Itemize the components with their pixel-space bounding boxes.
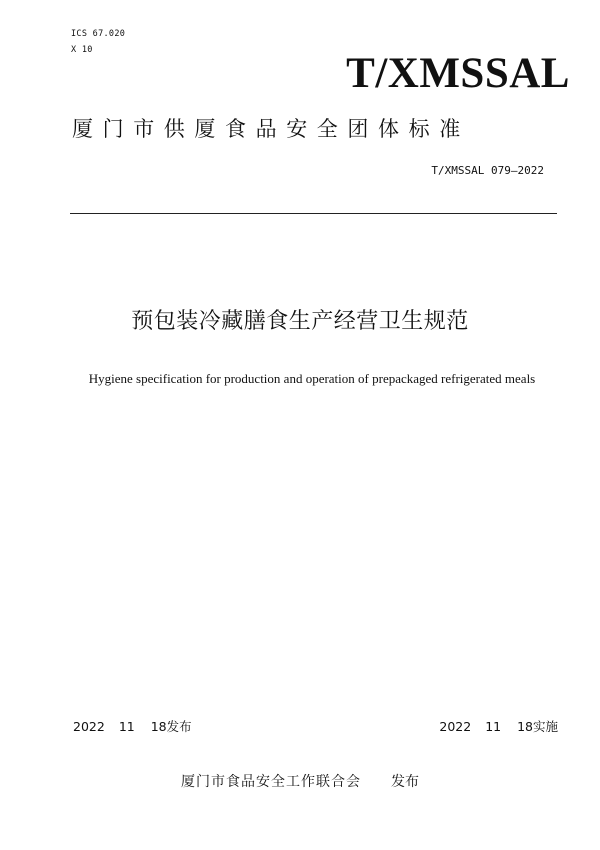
- classification-code: X 10: [71, 45, 93, 55]
- standard-type: 厦门市供厦食品安全团体标准: [72, 117, 470, 141]
- title-english: Hygiene specification for production and operation of prepackaged refrigerated meals: [88, 371, 536, 386]
- publisher-name: 厦门市食品安全工作联合会: [181, 774, 361, 790]
- implement-year: 2022: [439, 719, 472, 734]
- publish-day-label: 18发布: [150, 719, 192, 734]
- publish-month: 11: [118, 719, 135, 734]
- implement-day-label: 18实施: [517, 719, 558, 734]
- publisher-line: [0, 772, 600, 792]
- title-chinese: 预包装冷藏膳食生产经营卫生规范: [131, 309, 469, 334]
- implement-date: [439, 718, 558, 735]
- publish-date: [73, 718, 192, 735]
- implement-month: 11: [485, 719, 502, 734]
- publisher-action: 发布: [391, 774, 419, 790]
- ics-code: ICS 67.020: [71, 29, 126, 39]
- standard-number: T/XMSSAL 079—2022: [431, 164, 544, 177]
- publish-year: 2022: [73, 719, 105, 734]
- header-divider: [70, 213, 557, 214]
- organization-code: T/XMSSAL: [346, 50, 570, 97]
